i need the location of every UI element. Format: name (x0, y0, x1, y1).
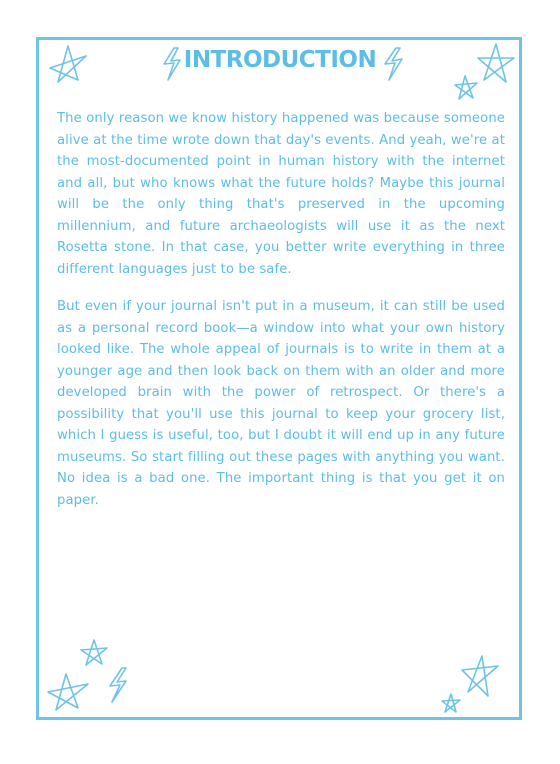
star-icon (458, 652, 502, 698)
page-title: INTRODUCTION (183, 47, 377, 73)
star-icon (44, 42, 92, 86)
paragraph-1: The only reason we know history happened was because someone alive at the time wrote down that day's events. And yeah, we're at the most-documented point in human history with the internet and all, but who knows what the future holds? Maybe this journal will be the only thing that's preserved in the upcoming millennium, and future archaeologists will use it as the next Rosetta stone. In that case, you better write everything in three different languages just to be safe. (57, 111, 505, 277)
star-icon (78, 638, 110, 668)
star-icon (44, 670, 92, 714)
star-icon (452, 74, 480, 102)
paragraph-2: But even if your journal isn't put in a museum, it can still be used as a personal record book—a window into what your own history looked like. The whole appeal of journals is to write in them at a younger age and then look back on them with an older and more developed brain with the power of retrospect. Or there's a possibility that you'll use this journal to keep your grocery list, which I guess is useful, too, but I doubt it will end up in any future museums. So start filling out these pages with anything you want. No idea is a bad one. The important thing is that you get it on paper. (57, 299, 505, 508)
lightning-bolt-icon (104, 666, 130, 704)
lightning-bolt-icon (380, 46, 406, 82)
star-icon (440, 692, 462, 714)
lightning-bolt-icon (160, 46, 184, 82)
intro-body (57, 108, 505, 527)
